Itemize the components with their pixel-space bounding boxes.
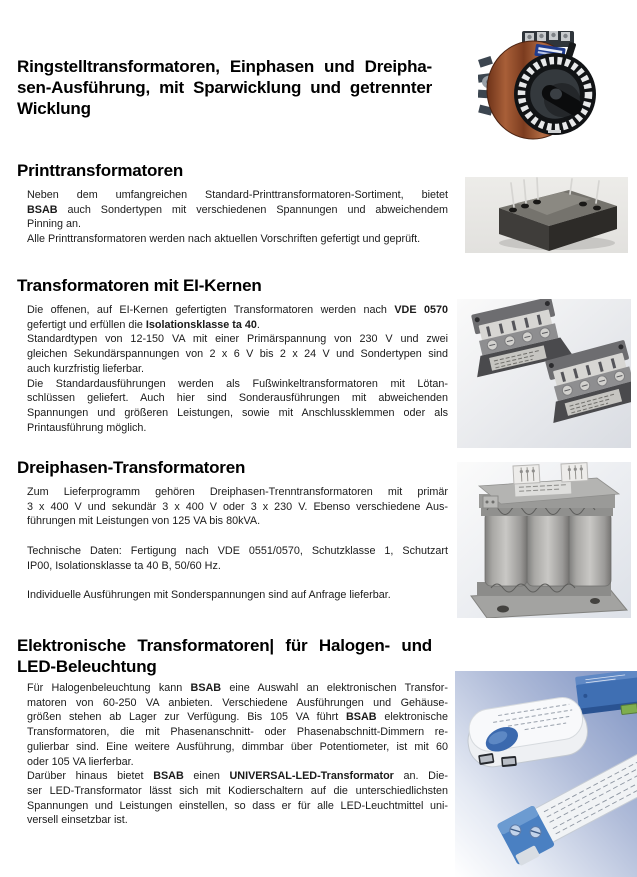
- text-line: Individuelle Ausführungen mit Sonderspannungen sind auf Anfrage lieferbar.: [27, 589, 391, 601]
- text-line: gefertigt und erfüllen die Isolationsklasse ta 40.: [27, 318, 260, 331]
- text-line: Neben dem umfangreichen Standard-Printtransformatoren-Sortiment, bietet: [27, 189, 448, 201]
- text-line: Transformatoren, die mit Phasenanschnitt- oder Phasenabschnitt-Dimmern re-: [27, 726, 448, 739]
- print-transformer-illustration: [465, 177, 628, 253]
- text-line: LED-Beleuchtung: [17, 657, 157, 676]
- led-transformers-photo: [455, 671, 637, 877]
- text-line: BSAB auch Sondertypen mit verschiedenen Spannungen und abweichendem: [27, 203, 448, 216]
- text-line: gulierbar sind. Eine weitere Ausführung, dimmbar über Potentiometer, ist mit 60: [27, 740, 448, 753]
- text-line: Technische Daten: Fertigung nach VDE 0551/0570, Schutzklasse 1, Schutzart: [27, 545, 448, 557]
- text-line: IP00, Isolationsklasse ta 40 B, 50/60 Hz.: [27, 559, 221, 572]
- terminal-block-1: [513, 465, 540, 484]
- text-line: matoren von 60-250 VA anbieten. Verschiedene Ausführungen und Gehäuse-: [27, 696, 448, 709]
- print-transformer-photo: [465, 177, 628, 253]
- dreiphasen-paragraph-2: [27, 544, 448, 573]
- text-line: gleichen Sekundärspannungen von 2 x 6 V bis 2 x 24 V und Sondertypen sind: [27, 348, 448, 361]
- text-line: Für Halogenbeleuchtung kann BSAB eine Auswahl an elektronischen Transfor-: [27, 682, 448, 694]
- text-line: Printausführung möglich.: [27, 421, 147, 434]
- text-line: Zum Lieferprogramm gehören Dreiphasen-Trenntransformatoren mit primär: [27, 486, 448, 498]
- text-line: Elektronische Transformatoren| für Halogen- und: [17, 636, 432, 655]
- led-transformers-illustration: [455, 671, 637, 877]
- section-heading-ei-kerne: Transformatoren mit EI-Kernen: [17, 276, 262, 295]
- text-line: größen stehen ab Lager zur Verfügung. Bis 105 VA führt BSAB elektronische: [27, 711, 448, 724]
- text-line: schlüssen geliefert. Auch hier sind Sonderausführungen mit abweichenden: [27, 392, 448, 405]
- dreiphasen-paragraph-3: [27, 588, 448, 603]
- ring-transformer-photo: [478, 30, 600, 142]
- ei-core-illustration: [457, 299, 631, 448]
- text-line: versell einsetzbar ist.: [27, 814, 128, 827]
- dreiphasen-paragraph-1: [27, 485, 448, 529]
- text-line: Spannungen und größeren Leistungen, sowie mit Anschlussklemmen oder als: [27, 406, 448, 419]
- text-line: Die Standardausführungen werden als Fußwinkeltransformatoren mit Lötan-: [27, 377, 448, 390]
- text-line: 3 x 400 V und sekundär 3 x 400 V oder 3 x 230 V. Ebenso verschiedene Aus-: [27, 500, 448, 513]
- terminal-block-2: [561, 463, 588, 482]
- elektronische-paragraph: [27, 681, 448, 828]
- text-line: oder 105 VA lierferbar.: [27, 755, 134, 768]
- text-line: Ringstelltransformatoren, Einphasen und Dreipha-: [17, 57, 432, 76]
- text-line: Die offenen, auf EI-Kernen gefertigten Transformatoren werden nach VDE 0570: [27, 304, 448, 316]
- ei-core-transformers-photo: [457, 299, 631, 448]
- three-phase-transformer-photo: [457, 462, 631, 618]
- print-paragraph: [27, 188, 448, 247]
- text-line: führungen mit Leistungen von 125 VA bis 80kVA.: [27, 515, 261, 528]
- text-line: Standardtypen von 12-150 VA mit einer Primärspannung von 230 V und zwei: [27, 333, 448, 346]
- text-line: ser LED-Transformator lässt sich mit Kodierschaltern auf die unterschiedlichsten: [27, 784, 448, 797]
- text-line: Wicklung: [17, 99, 91, 118]
- section-heading-elektronische: [17, 635, 432, 677]
- three-phase-illustration: [457, 462, 631, 618]
- text-line: Alle Printtransformatoren werden nach aktuellen Vorschriften gefertigt und geprüft.: [27, 233, 421, 246]
- text-line: Spannungen und Leistungen einstellen, so dass er für alle LED-Leuchtmittel uni-: [27, 799, 448, 812]
- text-line: Pinning an.: [27, 218, 82, 231]
- ring-transformer-illustration: [478, 30, 600, 142]
- text-line: Darüber hinaus bietet BSAB einen UNIVERSAL-LED-Transformator an. Die-: [27, 770, 448, 783]
- page-title: [17, 56, 432, 119]
- section-heading-printtransformatoren: Printtransformatoren: [17, 161, 184, 180]
- ei-paragraph: [27, 303, 448, 435]
- text-line: auch kurzfristig lieferbar.: [27, 362, 145, 375]
- coils: [485, 512, 611, 586]
- text-line: sen-Ausführung, mit Sparwicklung und getrennter: [17, 78, 432, 97]
- section-heading-dreiphasen: Dreiphasen-Transformatoren: [17, 458, 246, 477]
